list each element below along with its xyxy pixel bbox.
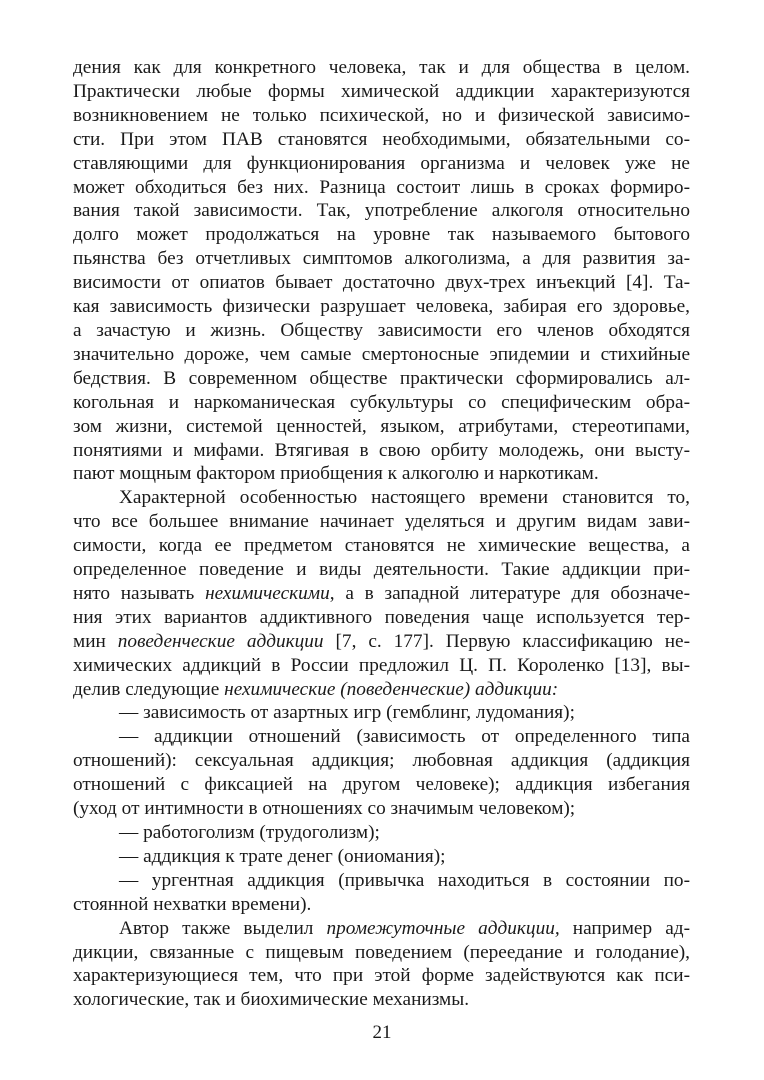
text-line: — аддикции отношений (зависимость от определенного типа — [119, 726, 690, 748]
text-line: стоянной нехватки времени). — [73, 893, 312, 915]
italic-term: поведенческие аддикции — [117, 630, 324, 652]
text-line: возникновением не только психической, но и физической зависимо- — [73, 104, 690, 126]
text-line: бедствия. В современном обществе практически сформировались ал- — [73, 367, 690, 389]
text-line: характеризующиеся тем, что при этой форме задействуются как пси- — [73, 965, 690, 987]
text-line: хологические, так и биохимические механизмы. — [73, 989, 470, 1011]
text-line: — ургентная аддикция (привычка находиться в состоянии по- — [119, 869, 690, 891]
page-number: 21 — [372, 1022, 392, 1043]
text-line: — работоголизм (трудоголизм); — [119, 822, 380, 843]
text-run: [7, с. 177]. Первую классификацию не- — [323, 630, 690, 652]
text-run: например ад- — [559, 917, 690, 939]
text-line: ния этих вариантов аддиктивного поведения чаще используется тер- — [73, 606, 690, 628]
text-run: делив следующие — [73, 678, 225, 700]
text-line: — аддикция к трате денег (ониомания); — [119, 845, 446, 867]
italic-term: нехимическими — [205, 582, 330, 604]
italic-term: нехимические (поведенческие) аддикции: — [224, 678, 559, 700]
text-line: отношений с фиксацией на другом человеке); аддикция избегания — [73, 774, 690, 796]
text-run: , а в западной литературе для обозначе- — [329, 582, 690, 604]
text-line: определенное поведение и виды деятельности. Такие аддикции при- — [73, 559, 690, 581]
text-line: пьянства без отчетливых симптомов алкоголизма, а для развития за- — [73, 248, 690, 270]
text-line: понятиями и мифами. Втягивая в свою орбиту молодежь, они высту- — [73, 439, 690, 461]
text-line: долго может продолжаться на уровне так называемого бытового — [73, 224, 690, 246]
text-line: а зачастую и жизнь. Обществу зависимости его членов обходятся — [73, 319, 690, 341]
text-line: дения как для конкретного человека, так и для общества в целом. — [73, 57, 690, 78]
text-run: нято называть — [73, 582, 206, 604]
text-line — [73, 678, 690, 702]
text-line: вания такой зависимости. Так, употребление алкоголя относительно — [73, 200, 690, 222]
text-line: сти. При этом ПАВ становятся необходимыми, обязательными со- — [73, 128, 690, 150]
text-line: что все большее внимание начинает уделяться и другим видам зави- — [73, 511, 690, 533]
text-line — [73, 630, 690, 654]
text-line: дикции, связанные с пищевым поведением (переедание и голодание), — [73, 941, 690, 963]
text-line: химических аддикций в России предложил Ц. П. Короленко [13], вы- — [73, 654, 690, 676]
text-line: значительно дороже, чем самые смертоносные эпидемии и стихийные — [73, 343, 690, 365]
text-line: (уход от интимности в отношениях со значимым человеком); — [73, 798, 576, 820]
text-line: может обходиться без них. Разница состоит лишь в сроках формиро- — [73, 176, 690, 198]
text-line — [73, 582, 690, 606]
text-line: Характерной особенностью настоящего времени становится то, — [119, 487, 690, 509]
text-line: симости, когда ее предметом становятся не химические вещества, а — [73, 535, 690, 557]
text-line — [73, 917, 690, 941]
page-text — [73, 56, 690, 1012]
text-line: висимости от опиатов бывает достаточно двух-трех инъекций [4]. Та- — [73, 272, 690, 294]
text-run: Автор также выделил — [119, 917, 327, 939]
text-line: кая зависимость физически разрушает человека, забирая его здоровье, — [73, 296, 690, 318]
text-line: — зависимость от азартных игр (гемблинг, лудомания); — [119, 702, 575, 724]
text-line: когольная и наркоманическая субкультуры со специфическим обра- — [73, 391, 690, 413]
text-line: отношений): сексуальная аддикция; любовная аддикция (аддикция — [73, 750, 690, 772]
text-line: ставляющими для функционирования организма и человек уже не — [73, 152, 690, 174]
italic-term: промежуточные аддикции, — [326, 917, 560, 939]
text-run: мин — [73, 630, 118, 652]
text-line: Практически любые формы химической аддикции характеризуются — [73, 80, 690, 102]
text-line: пают мощным фактором приобщения к алкоголю и наркотикам. — [73, 463, 599, 485]
text-line: зом жизни, системой ценностей, языком, атрибутами, стереотипами, — [73, 415, 690, 437]
